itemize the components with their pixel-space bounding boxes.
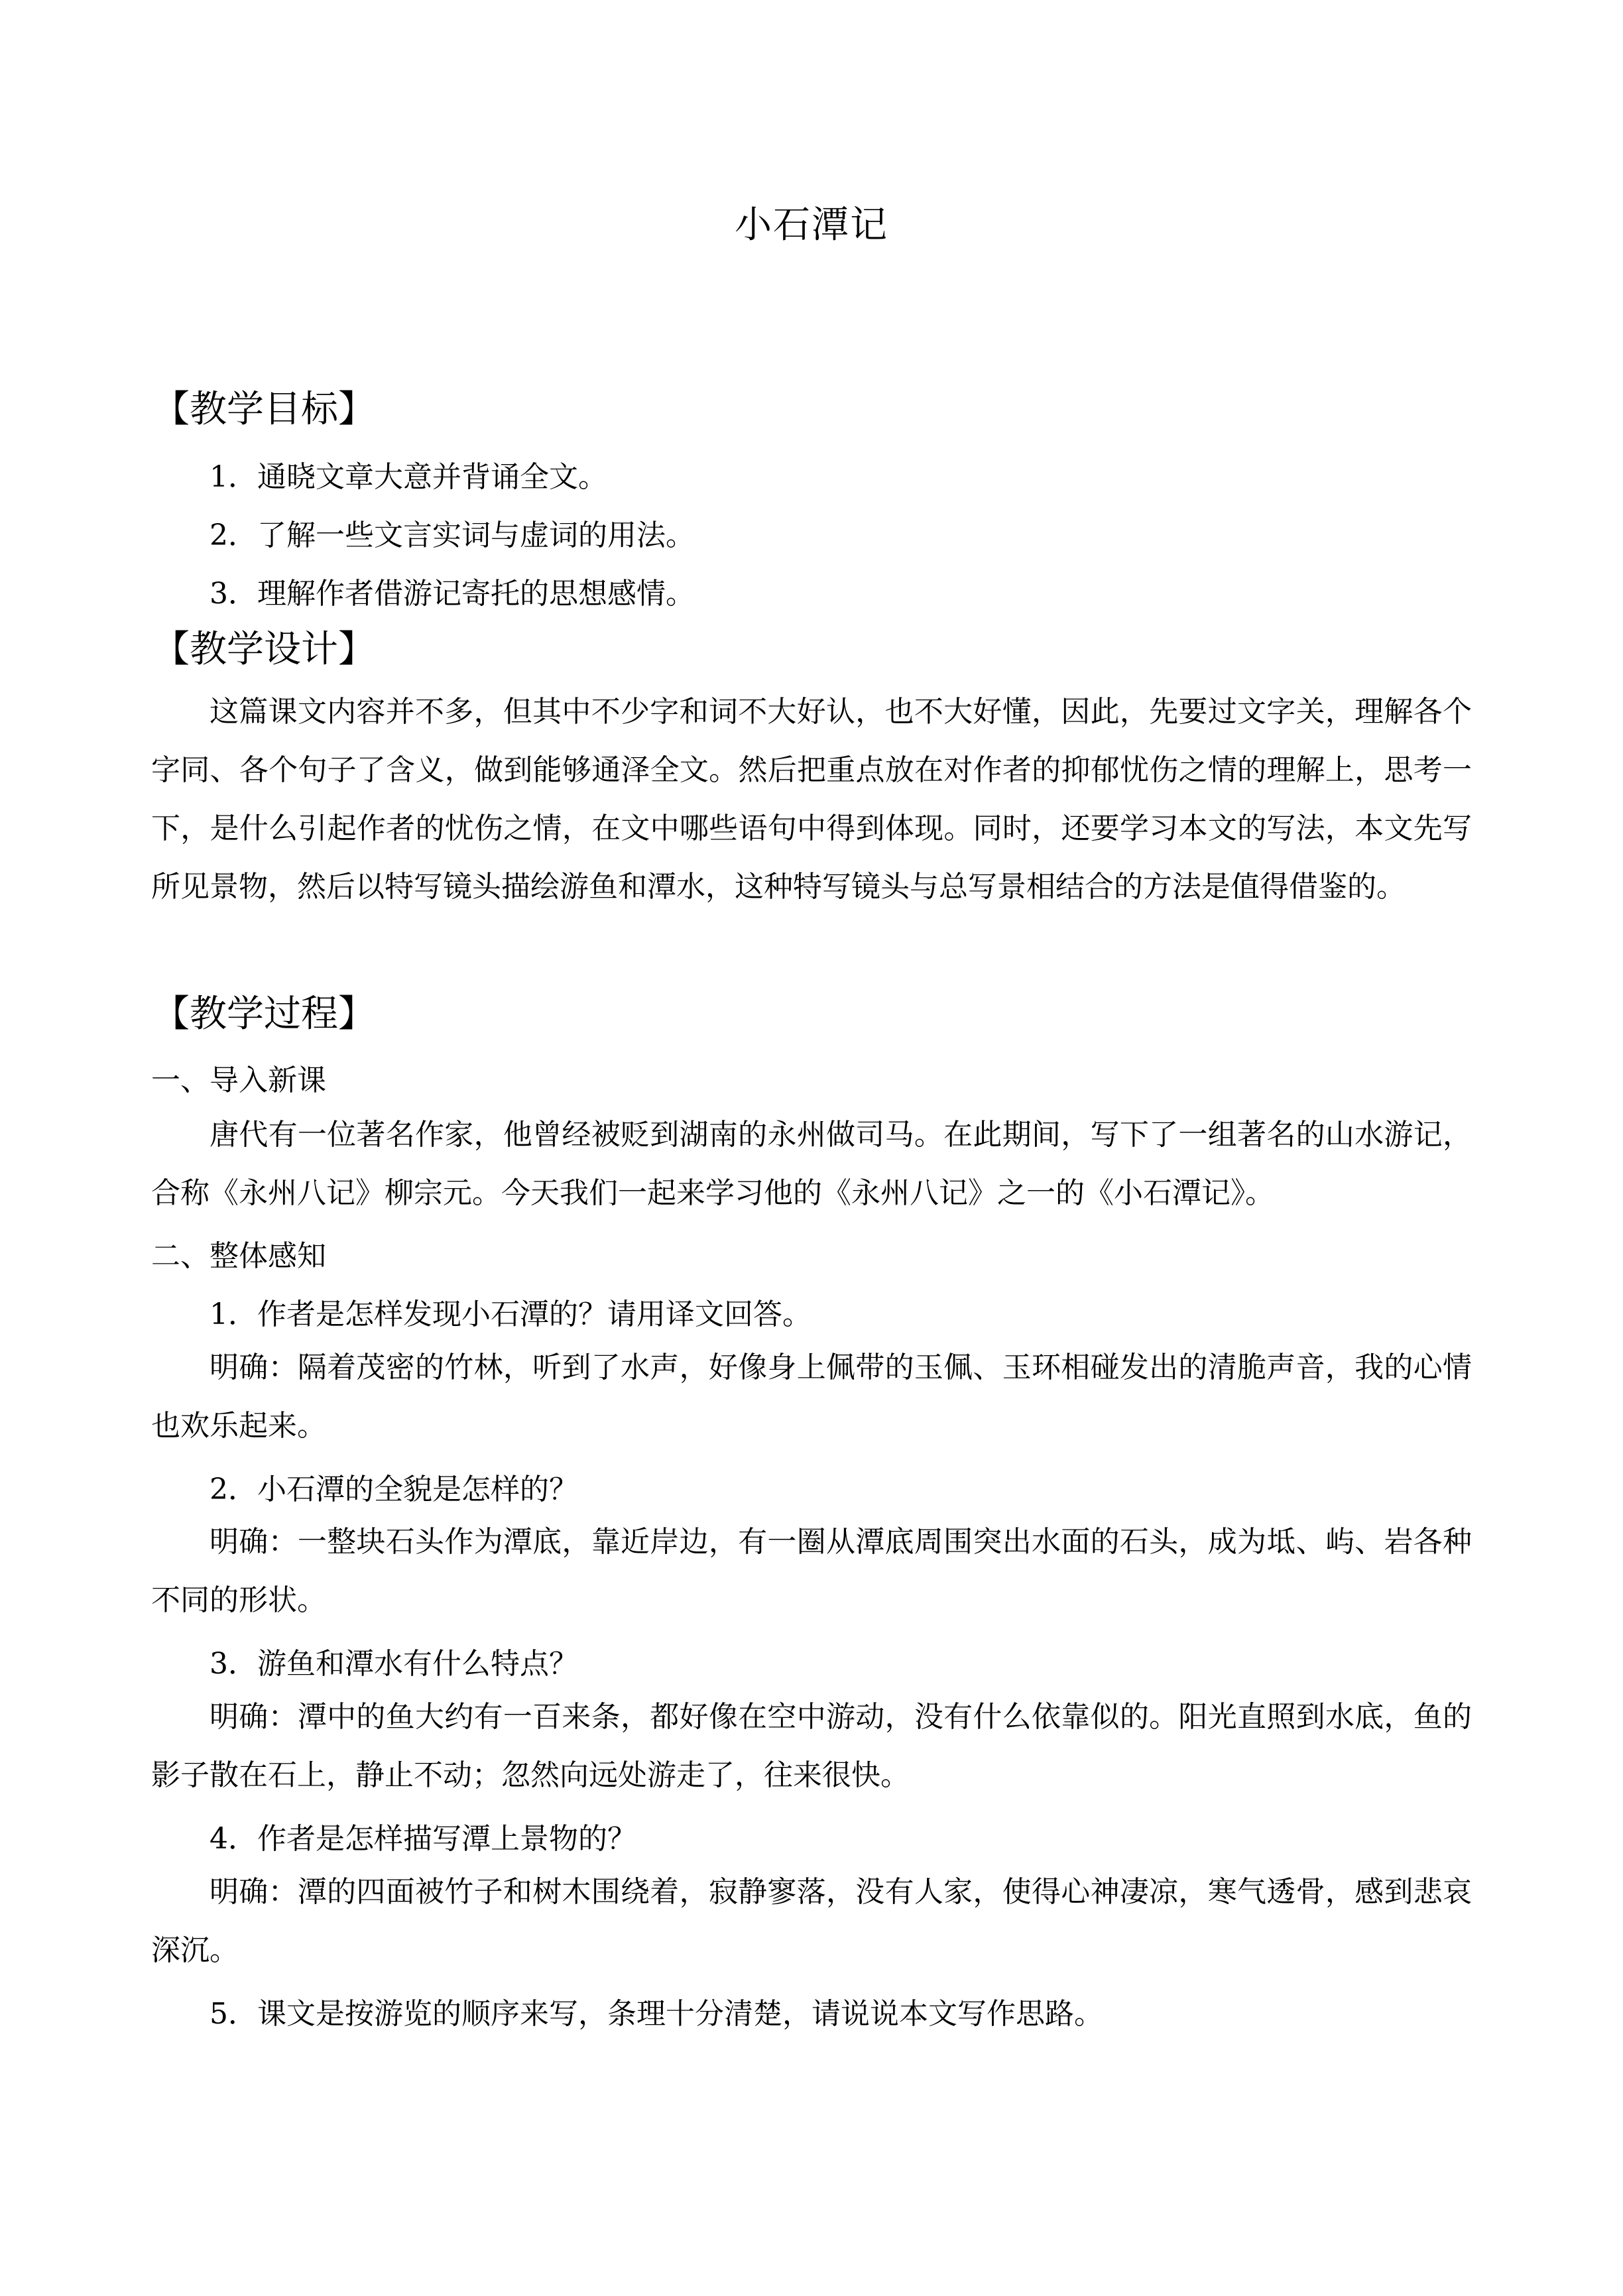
answer-paragraph: 明确：一整块石头作为潭底，靠近岸边，有一圈从潭底周围突出水面的石头，成为坻、屿、岩各种不同的形状。	[151, 1525, 1472, 1617]
question-item: 1．作者是怎样发现小石潭的？请用译文回答。	[210, 1298, 812, 1331]
section-heading-process: 【教学过程】	[152, 993, 375, 1036]
intro-paragraph: 唐代有一位著名作家，他曾经被贬到湖南的永州做司马。在此期间，写下了一组著名的山水游记，合称《永州八记》柳宗元。今天我们一起来学习他的《永州八记》之一的《小石潭记》。	[151, 1118, 1472, 1210]
answer-paragraph: 明确：隔着茂密的竹林，听到了水声，好像身上佩带的玉佩、玉环相碰发出的清脆声音，我的心情也欢乐起来。	[151, 1351, 1472, 1443]
subsection-label-intro: 一、导入新课	[151, 1063, 326, 1097]
subsection-label-overview: 二、整体感知	[151, 1239, 326, 1273]
objective-item: 2．了解一些文言实词与虚词的用法。	[210, 518, 695, 552]
question-item: 2．小石潭的全貌是怎样的？	[210, 1473, 578, 1506]
section-heading-objectives: 【教学目标】	[152, 388, 375, 431]
design-paragraph: 这篇课文内容并不多，但其中不少字和词不大好认，也不大好懂，因此，先要过文字关，理解各个字同、各个句子了含义，做到能够通泽全文。然后把重点放在对作者的抑郁忧伤之情的理解上，思考一下，是什么引起作者的忧伤之情，在文中哪些语句中得到体现。同时，还要学习本文的写法，本文先写所见景物，然后以特写镜头描绘游鱼和潭水，这种特写镜头与总写景相结合的方法是值得借鉴的。	[151, 695, 1472, 904]
page-title: 小石潭记	[735, 204, 888, 247]
answer-paragraph: 明确：潭的四面被竹子和树木围绕着，寂静寥落，没有人家，使得心神凄凉，寒气透骨，感到悲哀深沉。	[151, 1875, 1472, 1967]
question-item: 5．课文是按游览的顺序来写，条理十分清楚，请说说本文写作思路。	[210, 1997, 1103, 2031]
objective-item: 3．理解作者借游记寄托的思想感情。	[210, 577, 695, 611]
question-item: 3．游鱼和潭水有什么特点？	[210, 1647, 578, 1681]
objective-item: 1．通晓文章大意并背诵全文。	[210, 460, 607, 494]
section-heading-design: 【教学设计】	[152, 628, 375, 671]
question-item: 4．作者是怎样描写潭上景物的？	[210, 1822, 636, 1856]
answer-paragraph: 明确：潭中的鱼大约有一百来条，都好像在空中游动，没有什么依靠似的。阳光直照到水底，鱼的影子散在石上，静止不动；忽然向远处游走了，往来很快。	[151, 1700, 1472, 1792]
